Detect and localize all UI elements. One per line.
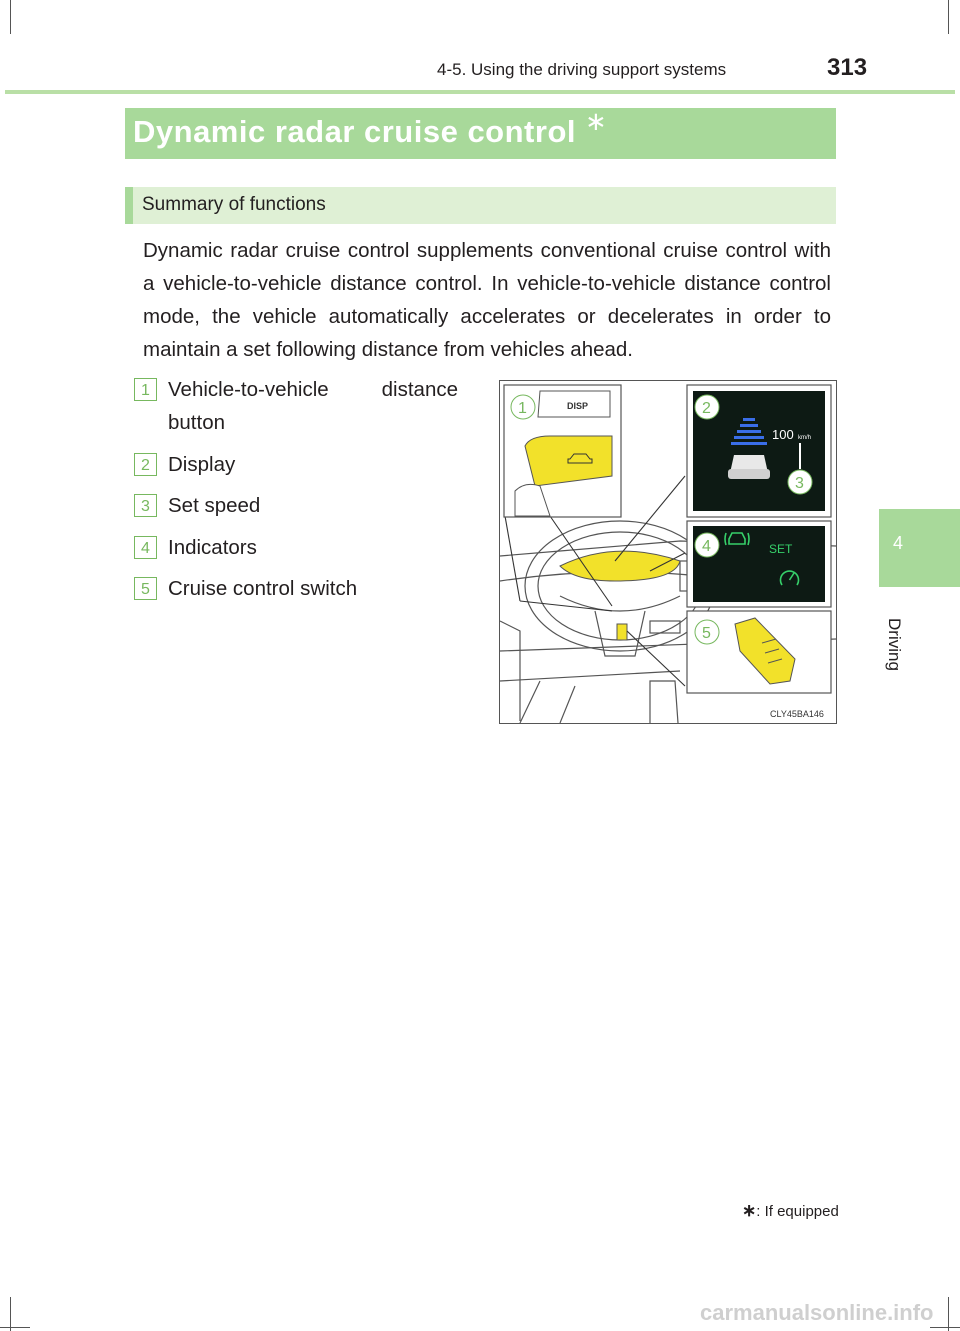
item-number: 1 [134, 378, 157, 401]
item-label: Indicators [168, 536, 257, 559]
title-asterisk: ∗ [585, 106, 607, 136]
footnote-marker: ∗ [742, 1201, 757, 1220]
item-number: 2 [134, 453, 157, 476]
list-item [134, 448, 479, 481]
callout-4: 4 [702, 538, 711, 555]
subtitle-bar [125, 187, 836, 224]
callout-5: 5 [702, 625, 711, 642]
chapter-label: Driving [885, 618, 904, 671]
illustration-svg [500, 381, 836, 723]
set-indicator: SET [769, 542, 793, 556]
item-label: Vehicle-to-vehicle distance button [168, 378, 458, 434]
crop-mark [948, 0, 949, 34]
cockpit-illustration [499, 380, 837, 724]
figure-code: CLY45BA146 [770, 709, 824, 719]
callout-1: 1 [518, 400, 527, 417]
chapter-tab [879, 509, 960, 587]
crop-mark [0, 1327, 30, 1328]
header-rule [5, 90, 955, 94]
callout-3: 3 [795, 475, 804, 492]
item-number: 3 [134, 494, 157, 517]
callout-2: 2 [702, 400, 711, 417]
page-number: 313 [827, 54, 868, 81]
page-title: Dynamic radar cruise control [133, 114, 576, 149]
set-speed-value: 100 [772, 427, 794, 442]
vehicle-icon [728, 455, 770, 479]
footnote-text: : If equipped [756, 1203, 839, 1220]
watermark: carmanualsonline.info [700, 1300, 934, 1325]
list-item [134, 572, 479, 605]
list-item [134, 531, 479, 564]
chapter-number: 4 [892, 533, 903, 553]
crop-mark [930, 1327, 960, 1328]
item-label: Cruise control switch [168, 577, 358, 600]
item-number: 4 [134, 536, 157, 559]
disp-label: DISP [567, 401, 589, 411]
item-number: 5 [134, 577, 157, 600]
subtitle-accent [125, 187, 133, 224]
crop-mark [10, 0, 11, 34]
body-paragraph: Dynamic radar cruise control supplements conventional cruise control with a vehicle-to-vehicle distance control. In vehicle-to-vehicle distance control mode, the vehicle automatically accelerates or decelerates in order to maintain a set following distance from vehicles ahead. [143, 239, 831, 361]
list-item [134, 373, 479, 439]
title-bar [125, 108, 836, 159]
subtitle: Summary of functions [142, 194, 326, 215]
footnote [742, 1201, 839, 1221]
item-label: Display [168, 453, 236, 476]
section-header: 4-5. Using the driving support systems [437, 60, 727, 79]
item-label: Set speed [168, 494, 261, 517]
crop-mark [948, 1297, 949, 1331]
switch-highlight [617, 624, 627, 640]
list-item [134, 489, 479, 522]
crop-mark [10, 1297, 11, 1331]
speed-unit: km/h [798, 435, 812, 441]
